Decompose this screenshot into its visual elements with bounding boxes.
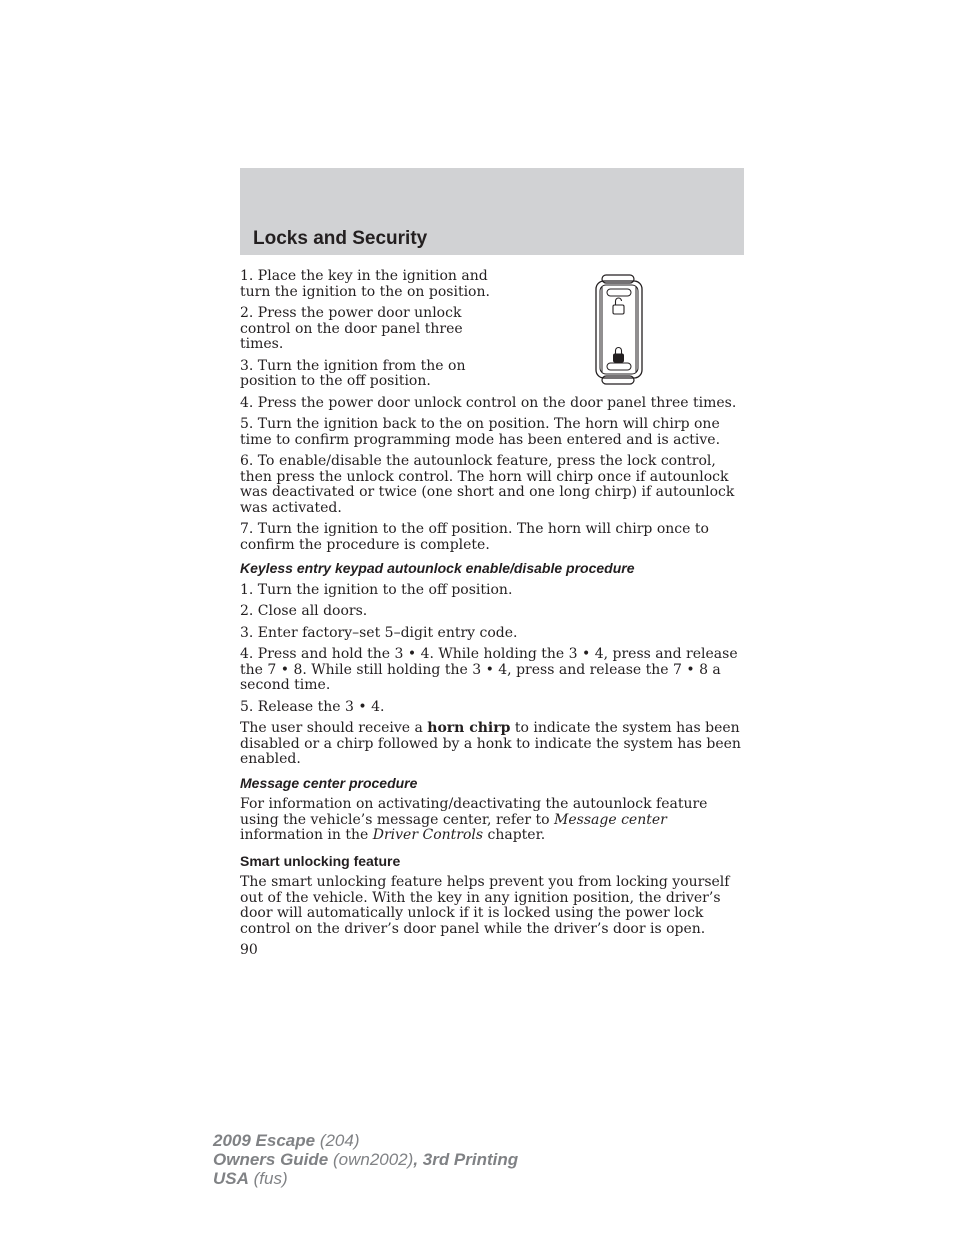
footer-model-code: (204) — [315, 1131, 360, 1150]
step-item: 2. Press the power door unlock control on the door panel three times. — [240, 305, 463, 352]
step-item: 3. Turn the ignition from the on position to the off position. — [240, 357, 466, 389]
page-content — [240, 269, 744, 959]
keypad-note-text: The user should receive a — [240, 720, 428, 736]
footer-line-region — [213, 1169, 518, 1188]
keypad-step: 5. Release the 3 • 4. — [240, 698, 385, 715]
mc-ref-message-center: Message center — [554, 811, 667, 828]
keypad-note-text-end: to indicate the system has been disabled or a chirp followed by a honk to indicate the system has been enabled. — [240, 720, 741, 767]
keypad-step: 4. Press and hold the 3 • 4. While holding the 3 • 4, press and release the 7 • 8. While still holding the 3 • 4, press and release the 7 • 8 a second time. — [240, 646, 738, 693]
section-title: Locks and Security — [253, 228, 428, 249]
footer-region-code: (fus) — [248, 1169, 288, 1188]
message-center-text — [240, 797, 744, 844]
mc-text-1: For information on activating/deactivating the autounlock feature using the vehicle’s message center, refer to — [240, 796, 708, 828]
smart-unlock-text: The smart unlocking feature helps prevent you from locking yourself out of the vehicle. With the key in any ignition position, the driver’s door will automatically unlock if it is locked using the power lock control on the driver’s door panel while the driver’s door is open. — [240, 874, 730, 937]
footer-printing: , 3rd Printing — [413, 1150, 519, 1169]
mc-text-2: information in the — [240, 827, 373, 843]
keypad-note — [240, 721, 744, 768]
keypad-step: 3. Enter factory–set 5–digit entry code. — [240, 624, 518, 641]
step-item: 6. To enable/disable the autounlock feature, press the lock control, then press the unlock control. The horn will chirp once if autounlock was deactivated or twice (one short and one long chirp) if autounlock was activated. — [240, 453, 735, 516]
keypad-step: 1. Turn the ignition to the off position. — [240, 581, 513, 598]
footer-line-guide — [213, 1150, 518, 1169]
document-footer — [213, 1131, 518, 1188]
mc-ref-driver-controls: Driver Controls — [372, 827, 484, 843]
step-item: 4. Press the power door unlock control on the door panel three times. — [240, 394, 737, 411]
smart-unlock-heading: Smart unlocking feature — [240, 852, 401, 869]
message-center-heading: Message center procedure — [240, 774, 418, 791]
step-item: 1. Place the key in the ignition and turn the ignition to the on position. — [240, 268, 490, 300]
keypad-heading: Keyless entry keypad autounlock enable/disable procedure — [240, 560, 635, 576]
footer-region: USA — [213, 1169, 249, 1188]
footer-guide-code: (own2002) — [328, 1150, 414, 1169]
footer-guide: Owners Guide — [213, 1150, 329, 1169]
keypad-step: 2. Close all doors. — [240, 603, 368, 619]
page-number: 90 — [240, 942, 258, 958]
footer-model: 2009 Escape — [213, 1131, 316, 1150]
footer-line-model — [213, 1131, 518, 1150]
step-item: 5. Turn the ignition back to the on position. The horn will chirp one time to confirm programming mode has been entered and is active. — [240, 416, 721, 448]
step-item: 7. Turn the ignition to the off position. The horn will chirp once to confirm the procedure is complete. — [240, 521, 709, 553]
mc-text-3: chapter. — [483, 827, 546, 843]
keypad-note-bold: horn chirp — [427, 720, 511, 736]
section-header-band — [240, 168, 744, 255]
